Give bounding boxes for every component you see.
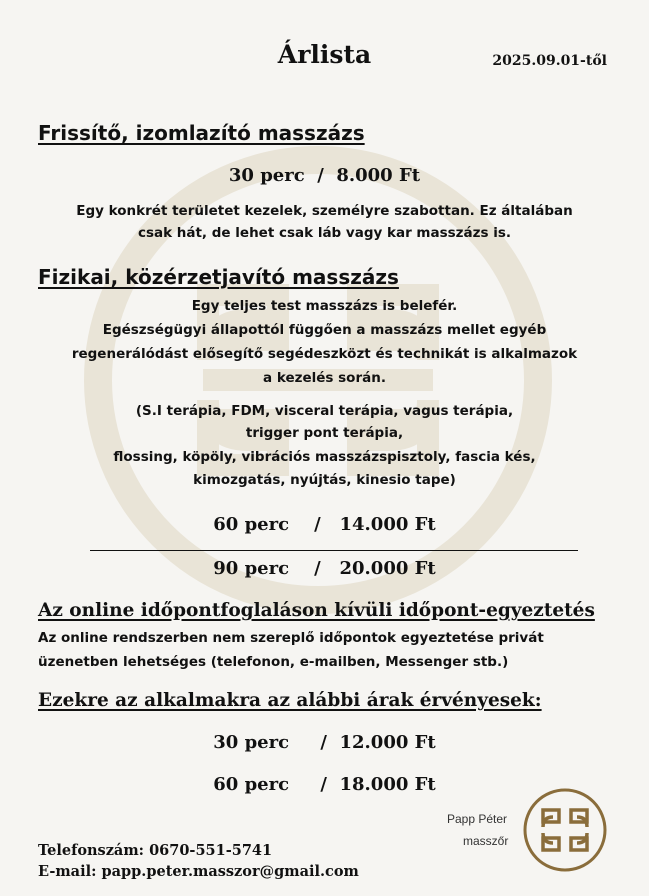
section-heading-booking: Az online időpontfoglaláson kívüli időpont-egyeztetés xyxy=(38,600,595,621)
price-30-min-special: 30 perc / 12.000 Ft xyxy=(213,732,436,753)
technique-line: flossing, köpöly, vibrációs masszázspisztoly, fascia kés, xyxy=(113,449,536,465)
phone-number: Telefonszám: 0670-551-5741 xyxy=(38,842,273,859)
price-60-min: 60 perc / 14.000 Ft xyxy=(213,514,436,535)
description-line: a kezelés során. xyxy=(263,370,386,386)
technique-line: kimozgatás, nyújtás, kinesio tape) xyxy=(193,472,456,488)
description-line: Az online rendszerben nem szereplő időpontok egyeztetése privát xyxy=(38,630,544,646)
effective-date: 2025.09.01-től xyxy=(492,53,607,69)
technique-line: (S.I terápia, FDM, visceral terápia, vagus terápia, xyxy=(135,403,514,419)
section-heading-physical-massage: Fizikai, közérzetjavító masszázs xyxy=(38,265,399,289)
price-30-min: 30 perc / 8.000 Ft xyxy=(228,165,421,186)
signature-name: Papp Péter xyxy=(447,812,508,826)
section-heading-refreshing-massage: Frissítő, izomlazító masszázs xyxy=(38,121,365,145)
technique-line: trigger pont terápia, xyxy=(245,425,404,441)
price-60-min-special: 60 perc / 18.000 Ft xyxy=(213,774,436,795)
description-line: Egy konkrét területet kezelek, személyre szabottan. Ez általában xyxy=(76,203,573,219)
description-line: Egy teljes test masszázs is belefér. xyxy=(191,298,458,314)
page-title: Árlista xyxy=(277,40,372,69)
description-line: csak hát, de lehet csak láb vagy kar masszázs is. xyxy=(137,225,512,241)
description-line: üzenetben lehetséges (telefonon, e-mailben, Messenger stb.) xyxy=(38,654,509,670)
section-heading-prices: Ezekre az alkalmakra az alábbi árak érvényesek: xyxy=(38,690,542,711)
price-90-min: 90 perc / 20.000 Ft xyxy=(213,558,436,579)
description-line: regenerálódást elősegítő segédeszközt és technikát is alkalmazok xyxy=(71,346,578,362)
email-address: E-mail: papp.peter.masszor@gmail.com xyxy=(38,863,359,880)
description-line: Egészségügyi állapottól függően a masszázs mellet egyéb xyxy=(102,322,547,338)
signature-role: masszőr xyxy=(463,834,509,848)
ornamental-monogram-logo-icon xyxy=(521,786,609,874)
price-divider xyxy=(90,550,578,551)
